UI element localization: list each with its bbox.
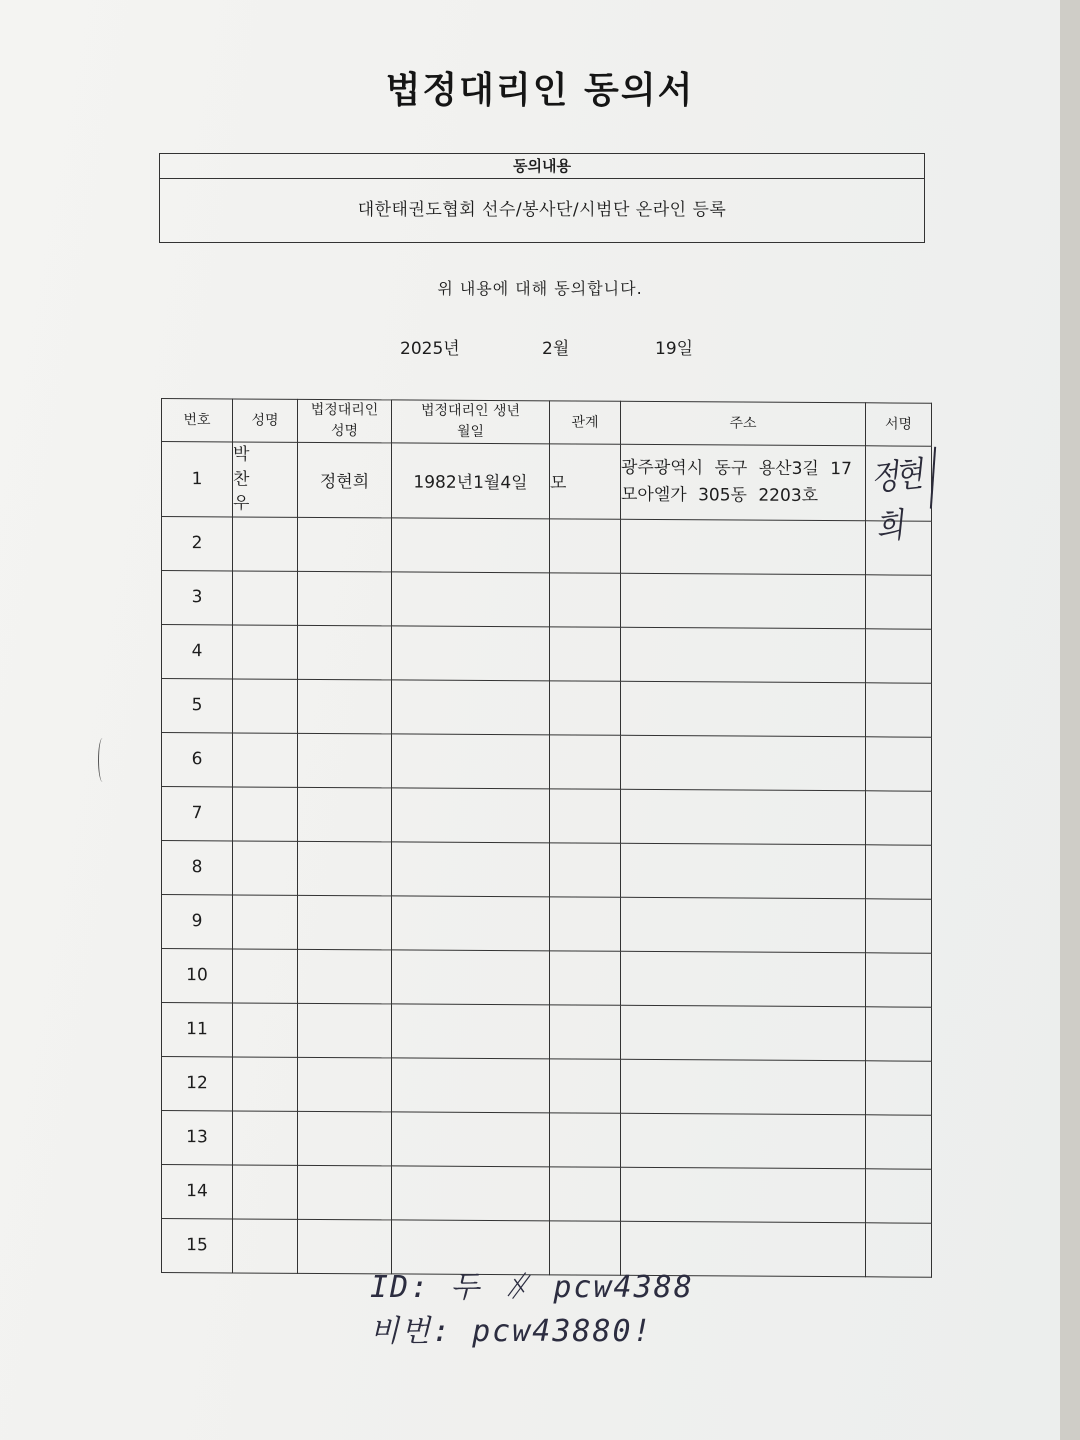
handwritten-signature: 정현희 (868, 454, 922, 548)
guardian-name-cell (298, 1111, 392, 1166)
row-number-cell: 1 (162, 442, 233, 517)
relation-cell (550, 1167, 621, 1221)
handwritten-password: 비번: pcw43880! (370, 1314, 653, 1349)
student-name-cell: 박 찬 우 (233, 442, 298, 517)
student-name-cell (233, 895, 298, 949)
guardian-name-cell (298, 1003, 392, 1058)
signature-cell (866, 1115, 932, 1169)
signature-cell (866, 629, 932, 683)
relation-cell (550, 1113, 621, 1167)
signature-cell (866, 953, 932, 1007)
student-name-cell (233, 571, 298, 625)
address-cell (621, 789, 866, 844)
student-name-cell (233, 1165, 298, 1219)
guardian-birthdate-cell (392, 896, 550, 951)
row-number-cell: 2 (162, 516, 233, 570)
signature-cell (866, 521, 932, 575)
student-name-cell (233, 1003, 298, 1057)
address-cell (621, 1059, 866, 1114)
signature-cell (866, 1223, 932, 1277)
header-guardian-birth: 법정대리인 생년월일 (392, 400, 550, 444)
consent-header: 동의내용 (160, 154, 924, 179)
guardian-birthdate-cell (392, 572, 550, 627)
student-name-cell (233, 1219, 298, 1273)
header-number: 번호 (162, 399, 233, 442)
row-number-cell: 3 (162, 570, 233, 624)
row-number-cell: 9 (162, 894, 233, 948)
address-cell (621, 735, 866, 790)
table-row (162, 1056, 932, 1115)
relation-cell (550, 1005, 621, 1059)
address-cell (621, 1167, 866, 1222)
relation-cell (550, 789, 621, 843)
relation-cell (550, 735, 621, 789)
header-address: 주소 (621, 401, 866, 445)
table-row (162, 1164, 932, 1223)
student-name-cell (233, 517, 298, 571)
guardian-name-cell (298, 1165, 392, 1220)
relation-cell (550, 573, 621, 627)
guardian-name-cell: 정현희 (298, 442, 392, 517)
date-month: 2월 (542, 339, 570, 359)
page-title: 법정대리인 동의서 (385, 70, 695, 111)
table-row (162, 1002, 932, 1061)
row-number-cell: 5 (162, 678, 233, 732)
guardian-birthdate-cell (392, 1058, 550, 1113)
guardian-name-cell (298, 787, 392, 842)
signature-cell (866, 791, 932, 845)
guardian-name-cell (298, 895, 392, 950)
table-row (162, 948, 932, 1007)
table-row (162, 786, 932, 845)
relation-cell (550, 897, 621, 951)
header-guardian-name: 법정대리인 성명 (298, 399, 392, 443)
guardian-birthdate-cell (392, 626, 550, 681)
signature-cell (866, 575, 932, 629)
signature-cell (866, 683, 932, 737)
address-cell (621, 519, 866, 574)
header-signature: 서명 (866, 403, 932, 446)
relation-cell (550, 519, 621, 573)
guardian-birthdate-cell (392, 842, 550, 897)
table-row (162, 570, 932, 629)
guardian-birthdate-cell (392, 518, 550, 573)
guardian-name-cell (298, 733, 392, 788)
address-cell (621, 1005, 866, 1060)
date-year: 2025년 (400, 339, 460, 359)
guardian-name-cell (298, 625, 392, 680)
guardian-name-cell (298, 1057, 392, 1112)
student-name-cell (233, 1057, 298, 1111)
consent-body: 대한태권도협회 선수/봉사단/시범단 온라인 등록 (357, 200, 727, 220)
guardian-birthdate-cell (392, 680, 550, 735)
relation-cell (550, 681, 621, 735)
consent-box (159, 153, 925, 243)
guardian-birthdate-cell (392, 788, 550, 843)
address-cell (621, 1113, 866, 1168)
row-number-cell: 14 (162, 1164, 233, 1218)
student-name-cell (233, 733, 298, 787)
guardian-name-cell (298, 679, 392, 734)
signature-cell (866, 845, 932, 899)
row-number-cell: 13 (162, 1110, 233, 1164)
row-number-cell: 12 (162, 1056, 233, 1110)
table-row (162, 678, 932, 737)
signature-cell (866, 446, 932, 548)
guardian-birthdate-cell (392, 950, 550, 1005)
table-row (162, 732, 932, 791)
desk-edge (1060, 0, 1080, 1440)
guardian-name-cell (298, 949, 392, 1004)
table-header-row (162, 399, 932, 447)
agreement-statement: 위 내용에 대해 동의합니다. (437, 279, 643, 298)
relation-cell: 모 (550, 444, 621, 519)
row-number-cell: 8 (162, 840, 233, 894)
table-row (162, 442, 932, 522)
student-name-cell (233, 625, 298, 679)
relation-cell (550, 843, 621, 897)
signature-cell (866, 1061, 932, 1115)
signature-cell (866, 1169, 932, 1223)
table-row (162, 840, 932, 899)
guardian-birthdate-cell (392, 734, 550, 789)
guardian-birthdate-cell: 1982년1월4일 (392, 443, 550, 519)
guardian-name-cell (298, 571, 392, 626)
signature-cell (866, 899, 932, 953)
address-cell (621, 681, 866, 736)
address-cell (621, 897, 866, 952)
header-relation: 관계 (550, 401, 621, 444)
table-row (162, 516, 932, 575)
row-number-cell: 10 (162, 948, 233, 1002)
table-row (162, 624, 932, 683)
date-day: 19일 (655, 339, 694, 359)
row-number-cell: 4 (162, 624, 233, 678)
signature-cell (866, 737, 932, 791)
row-number-cell: 11 (162, 1002, 233, 1056)
margin-mark (98, 738, 107, 782)
student-name-cell (233, 1111, 298, 1165)
guardian-table (161, 398, 932, 1278)
relation-cell (550, 627, 621, 681)
address-cell (621, 573, 866, 628)
student-name-cell (233, 787, 298, 841)
header-name: 성명 (233, 399, 298, 442)
row-number-cell: 15 (162, 1218, 233, 1272)
guardian-birthdate-cell (392, 1112, 550, 1167)
address-cell (621, 627, 866, 682)
relation-cell (550, 951, 621, 1005)
student-name-cell (233, 841, 298, 895)
handwritten-id: ID: 두 ∦ pcw4388 (370, 1270, 694, 1305)
table-row (162, 1110, 932, 1169)
guardian-birthdate-cell (392, 1166, 550, 1221)
guardian-name-cell (298, 517, 392, 572)
student-name-cell (233, 949, 298, 1003)
student-name-cell (233, 679, 298, 733)
address-cell (621, 843, 866, 898)
signature-cell (866, 1007, 932, 1061)
guardian-name-cell (298, 841, 392, 896)
address-cell: 광주광역시 동구 용산3길 17 모아엘가 305동 2203호 (621, 444, 866, 520)
guardian-birthdate-cell (392, 1004, 550, 1059)
address-cell (621, 951, 866, 1006)
row-number-cell: 6 (162, 732, 233, 786)
relation-cell (550, 1059, 621, 1113)
table-row (162, 894, 932, 953)
row-number-cell: 7 (162, 786, 233, 840)
